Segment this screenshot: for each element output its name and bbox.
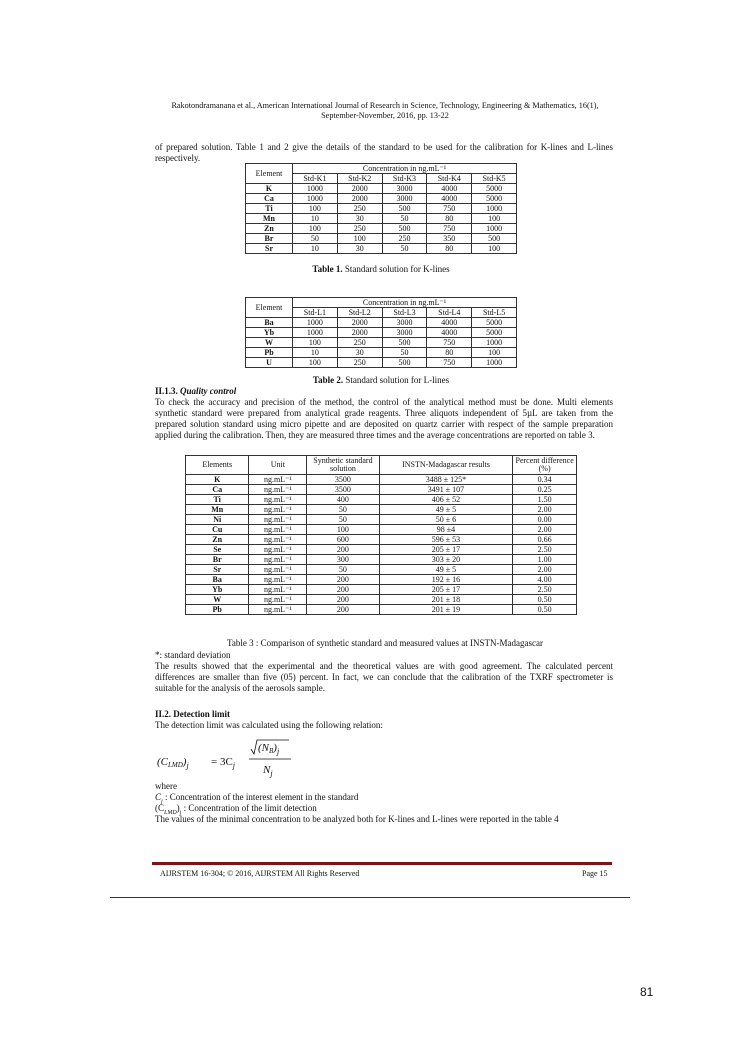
value-cell: 1000	[293, 184, 338, 194]
section-quality-number: II.1.3.	[155, 386, 178, 396]
element-cell: K	[246, 184, 293, 194]
value-cell: ng.mL⁻¹	[249, 535, 307, 545]
results-paragraph: The results showed that the experimental and the theoretical values are with good agreement. The calculated percent differences are smaller than five (05) percent. In fact, we can conclude that the calibration of the TXRF spectrometer is suitable for the analysis of the aerosols sample.	[155, 661, 613, 693]
value-cell: 0.34	[513, 475, 577, 485]
value-cell: 250	[337, 204, 382, 214]
value-cell: 50	[382, 244, 427, 254]
table1-row	[246, 204, 517, 214]
section-detection-heading: II.2. Detection limit	[155, 709, 230, 719]
value-cell: 49 ± 5	[379, 505, 513, 515]
value-cell: 1000	[472, 338, 517, 348]
detection-limit-formula	[155, 735, 295, 783]
value-cell: 500	[472, 234, 517, 244]
element-cell: Ca	[246, 194, 293, 204]
value-cell: 50	[307, 565, 379, 575]
value-cell: 250	[382, 234, 427, 244]
running-header	[150, 101, 620, 121]
table3-row	[186, 585, 577, 595]
table1-col-header: Std-K1	[293, 174, 338, 184]
value-cell: ng.mL⁻¹	[249, 595, 307, 605]
table2-col-header: Std-L1	[293, 308, 338, 318]
value-cell: 50	[307, 515, 379, 525]
value-cell: 205 ± 17	[379, 585, 513, 595]
value-cell: 30	[337, 214, 382, 224]
table3-header: Percent difference (%)	[513, 456, 577, 475]
table2-row	[246, 358, 517, 368]
formula-svg	[155, 735, 295, 783]
element-cell: W	[246, 338, 293, 348]
value-cell: 4000	[427, 328, 472, 338]
intro-paragraph: of prepared solution. Table 1 and 2 give the details of the standard to be used for the calibration for K-lines and L-lines respectively.	[155, 142, 613, 163]
value-cell: 2000	[337, 318, 382, 328]
element-cell: Ni	[186, 515, 249, 525]
element-cell: Pb	[246, 348, 293, 358]
element-cell: Pb	[186, 605, 249, 615]
value-cell: 4.00	[513, 575, 577, 585]
value-cell: 3500	[307, 475, 379, 485]
element-cell: Mn	[186, 505, 249, 515]
bottom-rule	[110, 897, 630, 898]
table3-row	[186, 475, 577, 485]
table3-row	[186, 545, 577, 555]
page-number: 81	[640, 985, 654, 999]
value-cell: ng.mL⁻¹	[249, 485, 307, 495]
table-1	[245, 163, 517, 254]
value-cell: ng.mL⁻¹	[249, 565, 307, 575]
element-cell: U	[246, 358, 293, 368]
detection-intro: The detection limit was calculated using the following relation:	[155, 720, 383, 730]
element-cell: Se	[186, 545, 249, 555]
value-cell: 1000	[293, 194, 338, 204]
table3-row	[186, 605, 577, 615]
value-cell: 2000	[337, 184, 382, 194]
table2-caption-text: Standard solution for L-lines	[343, 375, 450, 385]
table1-col-header: Std-K3	[382, 174, 427, 184]
formula-lhs: $(CLMD)_j$	[157, 756, 189, 770]
value-cell: 4000	[427, 194, 472, 204]
value-cell: ng.mL⁻¹	[249, 545, 307, 555]
value-cell: 30	[337, 244, 382, 254]
table1-caption	[245, 264, 517, 274]
value-cell: 303 ± 20	[379, 555, 513, 565]
formula-num: $(NB)_j$	[258, 742, 280, 756]
table1-row	[246, 214, 517, 224]
table2-conc-header: Concentration in ng.mL⁻¹	[293, 298, 517, 308]
value-cell: 2.00	[513, 525, 577, 535]
value-cell: 10	[293, 244, 338, 254]
value-cell: 80	[427, 214, 472, 224]
element-cell: Cu	[186, 525, 249, 535]
table2-element-header: Element	[246, 298, 293, 318]
table2-col-header: Std-L3	[382, 308, 427, 318]
footer-rule	[152, 862, 612, 865]
value-cell: 80	[427, 348, 472, 358]
value-cell: 400	[307, 495, 379, 505]
value-cell: ng.mL⁻¹	[249, 575, 307, 585]
value-cell: 2.50	[513, 585, 577, 595]
table2-row	[246, 328, 517, 338]
value-cell: 406 ± 52	[379, 495, 513, 505]
table3-header: Elements	[186, 456, 249, 475]
value-cell: 49 ± 5	[379, 565, 513, 575]
table3-row	[186, 565, 577, 575]
value-cell: 300	[307, 555, 379, 565]
element-cell: Yb	[186, 585, 249, 595]
value-cell: 0.50	[513, 595, 577, 605]
value-cell: 500	[382, 338, 427, 348]
table1-caption-text: Standard solution for K-lines	[342, 264, 450, 274]
value-cell: 98 ±4	[379, 525, 513, 535]
header-line-1: Rakotondramanana et al., American International Journal of Research in Science, Technology, Engineering & Mathematics, 16(1),	[171, 101, 599, 110]
table1-row	[246, 244, 517, 254]
value-cell: 50	[307, 505, 379, 515]
value-cell: 3491 ± 107	[379, 485, 513, 495]
table3-caption: Table 3 : Comparison of synthetic standard and measured values at INSTN-Madagascar	[226, 638, 544, 648]
table2-col-header: Std-L5	[472, 308, 517, 318]
value-cell: 50	[382, 348, 427, 358]
value-cell: 3000	[382, 328, 427, 338]
element-cell: Br	[186, 555, 249, 565]
value-cell: 5000	[472, 328, 517, 338]
value-cell: 80	[427, 244, 472, 254]
table1-row	[246, 224, 517, 234]
element-cell: Zn	[186, 535, 249, 545]
value-cell: 200	[307, 575, 379, 585]
value-cell: ng.mL⁻¹	[249, 505, 307, 515]
table3-header: Unit	[249, 456, 307, 475]
element-cell: Ba	[246, 318, 293, 328]
footnote: *: standard deviation	[155, 650, 231, 660]
table2-caption	[245, 375, 517, 385]
value-cell: 50	[382, 214, 427, 224]
footer-page: Page 15	[582, 869, 608, 878]
definition-cj: $C_j$ : Concentration of the interest element in the standard	[155, 792, 359, 805]
value-cell: 5000	[472, 194, 517, 204]
value-cell: 4000	[427, 318, 472, 328]
element-cell: Sr	[186, 565, 249, 575]
element-cell: Sr	[246, 244, 293, 254]
element-cell: Ca	[186, 485, 249, 495]
value-cell: 1000	[293, 318, 338, 328]
table-2	[245, 297, 517, 368]
value-cell: 205 ± 17	[379, 545, 513, 555]
value-cell: 100	[307, 525, 379, 535]
element-cell: W	[186, 595, 249, 605]
value-cell: 1.00	[513, 555, 577, 565]
value-cell: 2.00	[513, 505, 577, 515]
value-cell: 201 ± 19	[379, 605, 513, 615]
table2-col-header: Std-L2	[337, 308, 382, 318]
table1-caption-label: Table 1.	[312, 264, 343, 274]
table1-row	[246, 234, 517, 244]
value-cell: 201 ± 18	[379, 595, 513, 605]
value-cell: 30	[337, 348, 382, 358]
value-cell: 200	[307, 545, 379, 555]
value-cell: 2000	[337, 328, 382, 338]
value-cell: 0.00	[513, 515, 577, 525]
value-cell: 100	[293, 204, 338, 214]
table2-row	[246, 348, 517, 358]
definition-clmd: $(C_{LMD})_j$ : Concentration of the limit detection	[155, 803, 317, 816]
table3-row	[186, 535, 577, 545]
section-quality-heading	[155, 386, 236, 396]
table-3	[185, 455, 577, 615]
value-cell: 100	[337, 234, 382, 244]
value-cell: 50	[293, 234, 338, 244]
table2-caption-label: Table 2.	[312, 375, 344, 385]
table1-col-header: Std-K5	[472, 174, 517, 184]
value-cell: 500	[382, 358, 427, 368]
value-cell: 50 ± 6	[379, 515, 513, 525]
value-cell: 100	[293, 224, 338, 234]
value-cell: 250	[337, 358, 382, 368]
table3-row	[186, 485, 577, 495]
value-cell: 10	[293, 348, 338, 358]
last-line: The values of the minimal concentration to be analyzed both for K-lines and L-lines were reported in the table 4	[155, 814, 559, 824]
value-cell: 750	[427, 358, 472, 368]
element-cell: Ti	[186, 495, 249, 505]
table3-row	[186, 555, 577, 565]
value-cell: 1000	[472, 358, 517, 368]
value-cell: 750	[427, 338, 472, 348]
element-cell: Ti	[246, 204, 293, 214]
value-cell: ng.mL⁻¹	[249, 525, 307, 535]
footer-copyright: AIJRSTEM 16-304; © 2016, AIJRSTEM All Rights Reserved	[160, 869, 360, 878]
table1-element-header: Element	[246, 164, 293, 184]
value-cell: 3500	[307, 485, 379, 495]
value-cell: 100	[472, 214, 517, 224]
value-cell: 2.00	[513, 565, 577, 575]
value-cell: 350	[427, 234, 472, 244]
table1-conc-header: Concentration in ng.mL⁻¹	[293, 164, 517, 174]
table3-row	[186, 505, 577, 515]
value-cell: 10	[293, 214, 338, 224]
value-cell: 1.50	[513, 495, 577, 505]
table1-col-header: Std-K4	[427, 174, 472, 184]
value-cell: ng.mL⁻¹	[249, 605, 307, 615]
table3-row	[186, 495, 577, 505]
table1-row	[246, 184, 517, 194]
formula-eq: = $3C_j$	[211, 756, 236, 770]
value-cell: 5000	[472, 318, 517, 328]
where-label: where	[155, 781, 177, 791]
table3-row	[186, 595, 577, 605]
header-line-2: September-November, 2016, pp. 13-22	[321, 111, 449, 120]
value-cell: 3000	[382, 184, 427, 194]
value-cell: ng.mL⁻¹	[249, 515, 307, 525]
value-cell: ng.mL⁻¹	[249, 555, 307, 565]
table3-header: Synthetic standard solution	[307, 456, 379, 475]
value-cell: 596 ± 53	[379, 535, 513, 545]
value-cell: 5000	[472, 184, 517, 194]
value-cell: 750	[427, 224, 472, 234]
section-quality-title: Quality control	[180, 386, 237, 396]
table2-col-header: Std-L4	[427, 308, 472, 318]
value-cell: 500	[382, 204, 427, 214]
value-cell: 2000	[337, 194, 382, 204]
element-cell: Br	[246, 234, 293, 244]
value-cell: 3000	[382, 194, 427, 204]
quality-paragraph: To check the accuracy and precision of the method, the control of the analytical method must be done. Multi elements synthetic standard were prepared from analytical grade reagents. Three aliquots independent of 5µL are taken from the prepared solution standard using micro pipette and are deposited on quartz carrier with respect of the sample preparation applied during the calibration. Then, they are measured three times and the average concentrations are reported on table 3.	[155, 397, 613, 440]
table3-row	[186, 515, 577, 525]
table3-row	[186, 525, 577, 535]
value-cell: 2.50	[513, 545, 577, 555]
value-cell: 200	[307, 585, 379, 595]
element-cell: Mn	[246, 214, 293, 224]
element-cell: Zn	[246, 224, 293, 234]
element-cell: Yb	[246, 328, 293, 338]
value-cell: 200	[307, 605, 379, 615]
table2-row	[246, 338, 517, 348]
table3-row	[186, 575, 577, 585]
table2-row	[246, 318, 517, 328]
value-cell: ng.mL⁻¹	[249, 475, 307, 485]
value-cell: 1000	[472, 224, 517, 234]
element-cell: K	[186, 475, 249, 485]
value-cell: 0.66	[513, 535, 577, 545]
value-cell: 0.25	[513, 485, 577, 495]
table3-header: INSTN-Madagascar results	[379, 456, 513, 475]
formula-den: $N_j$	[263, 764, 273, 778]
value-cell: 200	[307, 595, 379, 605]
value-cell: 4000	[427, 184, 472, 194]
value-cell: 192 ± 16	[379, 575, 513, 585]
value-cell: 100	[472, 244, 517, 254]
table1-row	[246, 194, 517, 204]
value-cell: 100	[472, 348, 517, 358]
value-cell: 0.50	[513, 605, 577, 615]
value-cell: 750	[427, 204, 472, 214]
value-cell: 100	[293, 338, 338, 348]
value-cell: 100	[293, 358, 338, 368]
value-cell: 500	[382, 224, 427, 234]
value-cell: 3488 ± 125*	[379, 475, 513, 485]
value-cell: 250	[337, 224, 382, 234]
element-cell: Ba	[186, 575, 249, 585]
value-cell: ng.mL⁻¹	[249, 585, 307, 595]
value-cell: 250	[337, 338, 382, 348]
value-cell: 3000	[382, 318, 427, 328]
value-cell: 1000	[293, 328, 338, 338]
value-cell: 600	[307, 535, 379, 545]
value-cell: ng.mL⁻¹	[249, 495, 307, 505]
table1-col-header: Std-K2	[337, 174, 382, 184]
value-cell: 1000	[472, 204, 517, 214]
